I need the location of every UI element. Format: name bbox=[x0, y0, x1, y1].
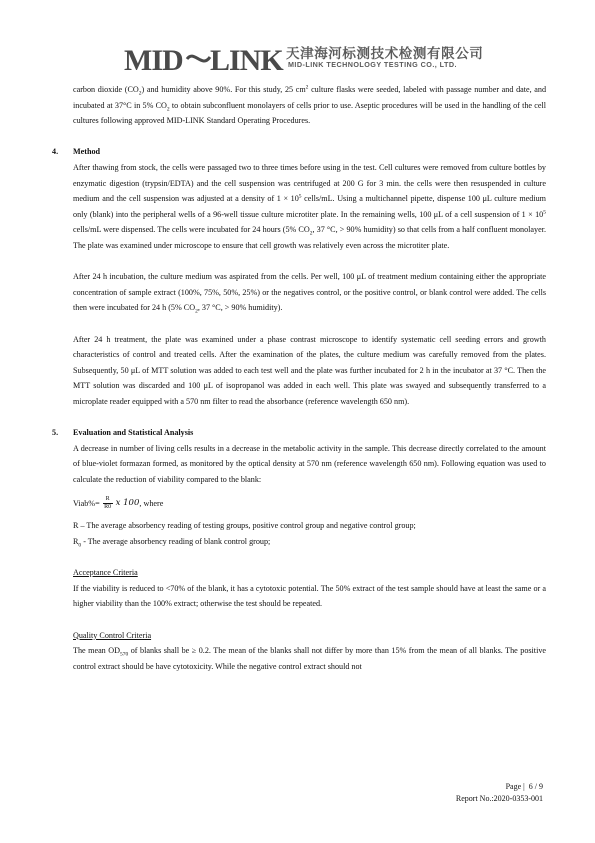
acceptance-criteria-title: Acceptance Criteria bbox=[73, 568, 138, 578]
company-name-en: MID-LINK TECHNOLOGY TESTING CO., LTD. bbox=[288, 60, 457, 69]
document-body bbox=[52, 82, 546, 674]
company-name-cn: 天津海河标测技术检测有限公司 bbox=[286, 46, 484, 62]
section-4-heading: 4. Method bbox=[52, 147, 101, 157]
page-number: Page | 6 / 9 bbox=[505, 782, 543, 791]
page-header bbox=[0, 38, 595, 78]
intro-paragraph: carbon dioxide $(CO_2)$ and humidity above 90%. For this study, 25 $cm^2$ culture flasks were seeded, labeled with passage number and date, and incubated at 37°C in 5% $CO_2$ to obtain subconfluent monolayers of cells prior to use. Aseptic procedures will be used in the handling of the cell cultures following approved MID-LINK Standard Operating Procedures. bbox=[73, 84, 547, 126]
acceptance-criteria-text: If the viability is reduced to <70% of the blank, it has a cytotoxic potential. The 50% extract of the test sample should have at least the same or a higher viability than the 100% extract; otherwise the test should be repeated. bbox=[73, 583, 546, 609]
r0-definition: $R_0$ - The average absorbency reading of blank control group; bbox=[73, 537, 271, 549]
svg-text:LINK: LINK bbox=[210, 44, 283, 75]
method-paragraph-2: After 24 h incubation, the culture medium was aspirated from the cells. Per well, 100 μL of treatment medium containing either the appropriate concentration of sample extract (100%, 75%, 50%, 25%) or the negatives control, or the positive control, or blank control were added. The cells then were incubated for 24 h (5% $CO_2$, 37 °C, > 90% humidity). bbox=[73, 272, 546, 315]
r-definition: R – The average absorbency reading of testing groups, positive control group and negative control group; bbox=[73, 521, 416, 531]
svg-text:MID: MID bbox=[124, 44, 183, 75]
quality-control-title: Quality Control Criteria bbox=[73, 630, 152, 640]
mid-link-logo-icon bbox=[124, 43, 284, 75]
viability-formula: Viab%= $\frac{R}{R0}$ x 100 , where bbox=[73, 495, 164, 510]
quality-control-text: The mean $OD_{570}$ of blanks shall be ≥ 0.2. The mean of the blanks shall not differ by more than 15% from the mean of all blanks. The positive control extract should be have cytotoxicity. While the negative control extract should not bbox=[73, 646, 546, 671]
evaluation-paragraph: A decrease in number of living cells results in a decrease in the metabolic activity in the sample. This decrease directly correlated to the amount of blue-violet formazan formed, as monitored by the optical density at 570 nm (reference wavelength 650 nm). Following equation was used to calculate the reduction of viability compared to the blank: bbox=[73, 443, 546, 484]
method-paragraph-1: After thawing from stock, the cells were passaged two to three times before using in the test. Cell cultures were removed from culture bottles by enzymatic digestion (trypsin/EDTA) and the cell suspension was centrifuged at 200 G for 3 min. the cells were then resuspended in culture medium and the cell suspension was adjusted at a density of $1 \times 10^5$ cells/mL. Using a multichannel pipette, dispense 100 μL culture medium only (blank) into the peripheral wells of a 96-well tissue culture microtiter plate. In the remaining wells, 100 μL of a cell suspension of $1 \times 10^5$ cells/mL were dispensed. The cells were incubated for 24 hours (5% $CO_2$, 37 °C, > 90% humidity) so that cells from a half confluent monolayer. The plate was examined under microscope to ensure that cell growth was relatively even across the microtiter plate. bbox=[73, 162, 546, 250]
method-paragraph-3: After 24 h treatment, the plate was examined under a phase contrast microscope to identify systematic cell seeding errors and growth characteristics of control and treated cells. After the examination of the plates, the culture medium was carefully removed from the plates. Subsequently, 50 μL of MTT solution was added to each test well and the plate was further incubated for 2 h in the incubator at 37 °C. Then the MTT solution was discarded and 100 μL of isopropanol was added in each well. This plate was swayed and subsequently transferred to a microplate reader equipped with a 570 nm filter to read the absorbance (reference wavelength 650 nm). bbox=[73, 334, 546, 406]
formula-fraction: $\frac{R}{R0}$ bbox=[104, 495, 112, 510]
report-number: Report No.:2020-0353-001 bbox=[455, 794, 543, 803]
page-footer bbox=[456, 781, 543, 805]
section-5-heading: 5. Evaluation and Statistical Analysis bbox=[52, 428, 194, 438]
